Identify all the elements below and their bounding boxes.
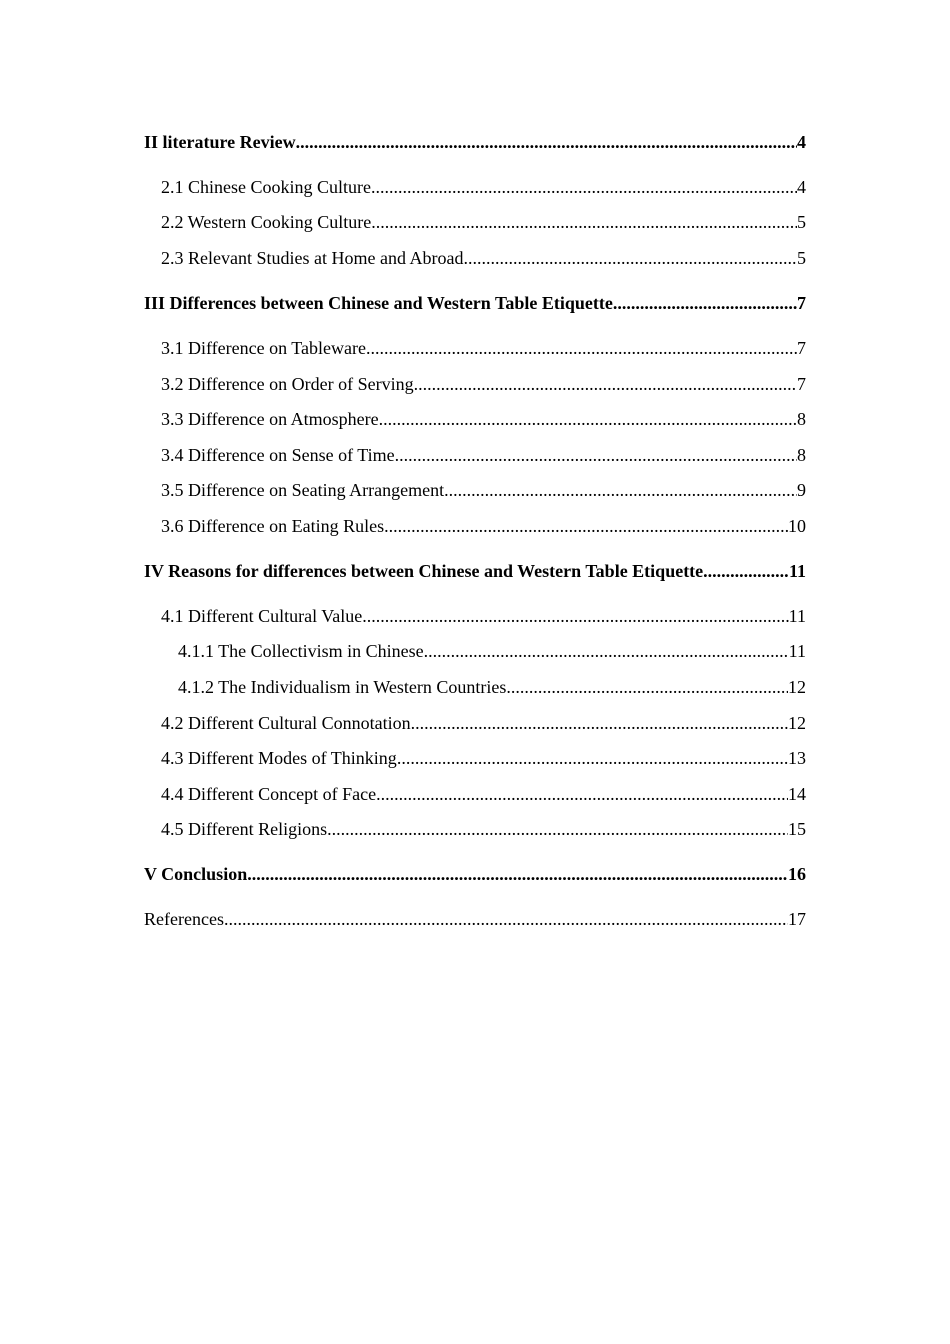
toc-dot-leader [463, 248, 797, 268]
toc-dot-leader [362, 606, 788, 626]
toc-entry-title: 2.3 Relevant Studies at Home and Abroad [161, 248, 464, 268]
toc-entry-title: 3.6 Difference on Eating Rules [161, 516, 385, 536]
toc-dot-leader [366, 338, 797, 358]
toc-entry[interactable] [144, 248, 806, 268]
toc-entry[interactable] [144, 713, 806, 733]
toc-entry-title: 4.5 Different Religions [161, 819, 328, 839]
toc-dot-leader [444, 480, 797, 500]
toc-dot-leader [506, 677, 788, 697]
toc-entry-title: II literature Review [144, 132, 296, 152]
toc-entry-title: III Differences between Chinese and Western Table Etiquette [144, 293, 613, 313]
toc-dot-leader [424, 641, 789, 661]
toc-entry-page-number: 11 [788, 641, 806, 661]
toc-entry-title: V Conclusion [144, 864, 248, 884]
toc-entry[interactable] [144, 641, 806, 661]
toc-entry-title: 4.2 Different Cultural Connotation [161, 713, 411, 733]
toc-dot-leader [414, 374, 797, 394]
toc-entry-page-number: 11 [788, 606, 806, 626]
toc-entry-page-number: 4 [797, 132, 806, 152]
toc-entry-page-number: 12 [788, 713, 806, 733]
toc-entry-title: 2.1 Chinese Cooking Culture [161, 177, 371, 197]
toc-entry[interactable] [144, 132, 806, 152]
toc-entry[interactable] [144, 864, 806, 884]
toc-entry[interactable] [144, 480, 806, 500]
toc-entry-page-number: 16 [788, 864, 806, 884]
toc-entry-title: 4.3 Different Modes of Thinking [161, 748, 397, 768]
toc-entry-page-number: 7 [797, 374, 806, 394]
toc-dot-leader [411, 713, 788, 733]
toc-dot-leader [327, 819, 788, 839]
toc-entry-page-number: 11 [788, 561, 806, 581]
toc-entry-title: 3.2 Difference on Order of Serving [161, 374, 414, 394]
toc-entry[interactable] [144, 819, 806, 839]
toc-entry[interactable] [144, 338, 806, 358]
toc-entry[interactable] [144, 784, 806, 804]
toc-dot-leader [703, 561, 789, 581]
toc-entry[interactable] [144, 561, 806, 581]
toc-entry-page-number: 14 [788, 784, 806, 804]
toc-dot-leader [395, 445, 797, 465]
toc-entry-title: 4.1.1 The Collectivism in Chinese [178, 641, 424, 661]
toc-entry-page-number: 5 [797, 248, 806, 268]
toc-entry[interactable] [144, 445, 806, 465]
toc-entry[interactable] [144, 606, 806, 626]
toc-entry[interactable] [144, 516, 806, 536]
toc-entry-title: 3.5 Difference on Seating Arrangement [161, 480, 445, 500]
toc-entry-title: References [144, 909, 224, 929]
toc-entry-title: 4.1 Different Cultural Value [161, 606, 363, 626]
toc-entry-page-number: 7 [797, 338, 806, 358]
toc-entry-page-number: 5 [797, 212, 806, 232]
toc-dot-leader [371, 212, 797, 232]
toc-entry-page-number: 10 [788, 516, 806, 536]
toc-entry-page-number: 13 [788, 748, 806, 768]
toc-entry[interactable] [144, 212, 806, 232]
toc-entry-title: 3.1 Difference on Tableware [161, 338, 366, 358]
toc-entry-title: IV Reasons for differences between Chinese and Western Table Etiquette [144, 561, 704, 581]
toc-entry-page-number: 15 [788, 819, 806, 839]
toc-entry-title: 3.3 Difference on Atmosphere [161, 409, 379, 429]
toc-dot-leader [613, 293, 797, 313]
toc-entry-title: 2.2 Western Cooking Culture [161, 212, 372, 232]
toc-entry-page-number: 8 [797, 445, 806, 465]
toc-entry[interactable] [144, 409, 806, 429]
toc-entry-page-number: 17 [788, 909, 806, 929]
toc-dot-leader [376, 784, 788, 804]
toc-entry[interactable] [144, 293, 806, 313]
toc-dot-leader [224, 909, 788, 929]
toc-entry[interactable] [144, 909, 806, 929]
toc-entry-page-number: 12 [788, 677, 806, 697]
toc-entry-title: 4.4 Different Concept of Face [161, 784, 377, 804]
toc-dot-leader [379, 409, 797, 429]
toc-entry-page-number: 8 [797, 409, 806, 429]
toc-dot-leader [247, 864, 788, 884]
toc-dot-leader [384, 516, 788, 536]
toc-entry-page-number: 7 [797, 293, 806, 313]
toc-entry-page-number: 4 [797, 177, 806, 197]
toc-entry-title: 3.4 Difference on Sense of Time [161, 445, 395, 465]
toc-entry[interactable] [144, 374, 806, 394]
toc-dot-leader [371, 177, 797, 197]
toc-entry-page-number: 9 [797, 480, 806, 500]
toc-entry[interactable] [144, 748, 806, 768]
toc-dot-leader [397, 748, 788, 768]
toc-dot-leader [296, 132, 797, 152]
toc-entry[interactable] [144, 677, 806, 697]
toc-entry[interactable] [144, 177, 806, 197]
toc-entry-title: 4.1.2 The Individualism in Western Countries [178, 677, 507, 697]
